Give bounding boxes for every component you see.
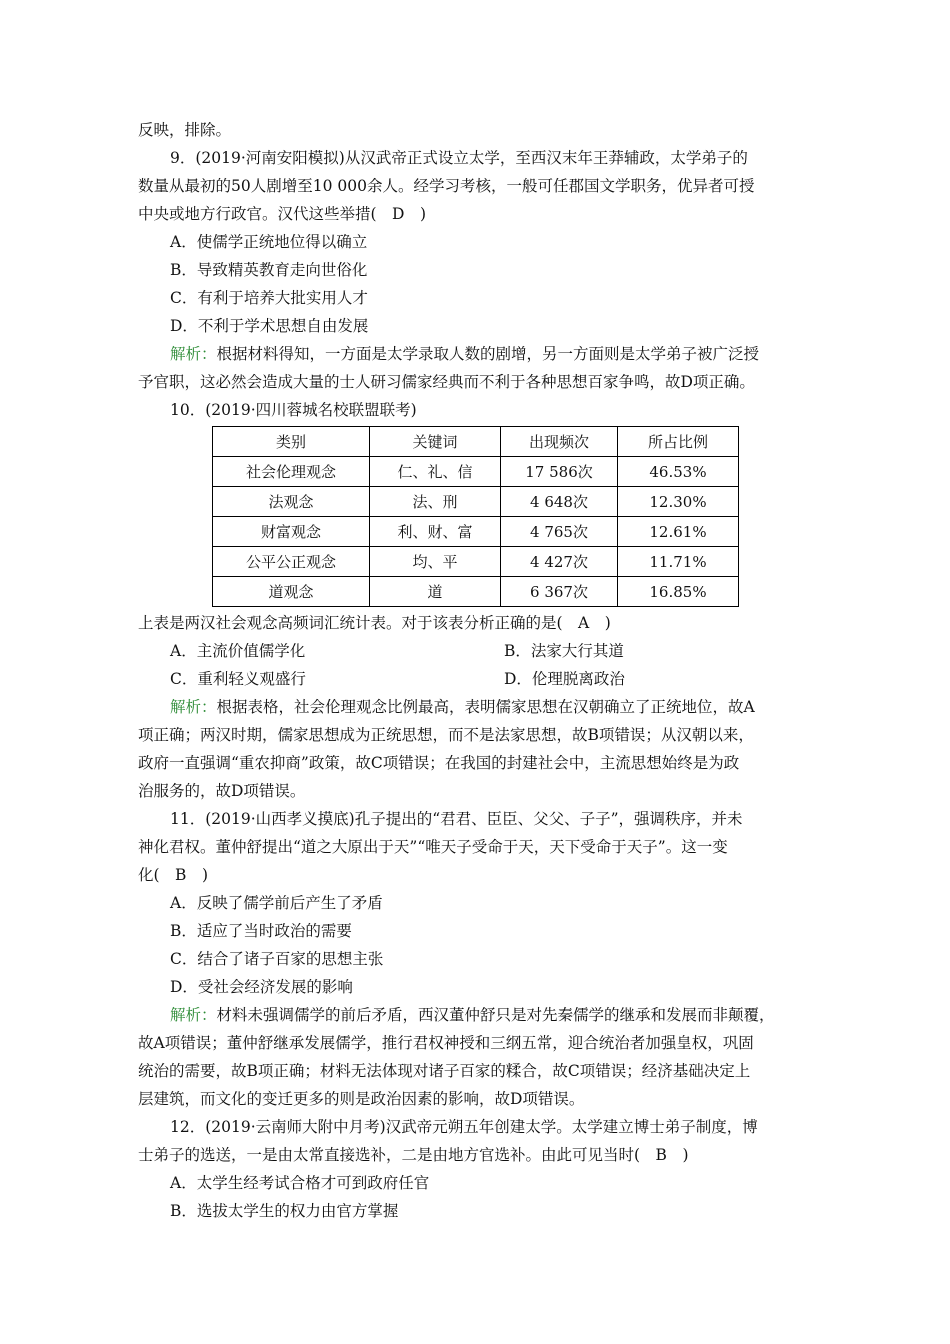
question-9-stem: 数量从最初的50人剧增至10 000余人。经学习考核，一般可任郡国文学职务，优异者可授 — [138, 177, 755, 195]
question-12-stem: 12．(2019·云南师大附中月考)汉武帝元朔五年创建太学。太学建立博士弟子制度，博 — [170, 1118, 758, 1136]
table-cell: 法观念 — [213, 487, 370, 517]
question-9-stem: 中央或地方行政官。汉代这些举措( D ) — [138, 205, 427, 223]
question-9-option-d: D．不利于学术思想自由发展 — [170, 317, 369, 335]
question-10-analysis — [138, 693, 826, 721]
table-cell: 公平公正观念 — [213, 547, 370, 577]
table-cell: 道观念 — [213, 577, 370, 607]
analysis-label: 解析： — [170, 345, 217, 363]
question-12-option-b: B．选拔太学生的权力由官方掌握 — [170, 1202, 399, 1220]
question-9-stem: 9．(2019·河南安阳模拟)从汉武帝正式设立太学，至西汉末年王莽辅政，太学弟子的 — [170, 149, 748, 167]
analysis-text: 材料未强调儒学的前后矛盾，西汉董仲舒只是对先秦儒学的继承和发展而非颠覆， — [216, 1006, 775, 1024]
question-11-analysis: 统治的需要，故B项正确；材料无法体现对诸子百家的糅合，故C项错误；经济基础决定上 — [138, 1062, 751, 1080]
table-header: 类别 — [213, 427, 370, 457]
question-11-stem: 11．(2019·山西孝义摸底)孔子提出的“君君、臣臣、父父、子子”，强调秩序，并未 — [170, 810, 743, 828]
table-cell: 17 586次 — [501, 457, 618, 487]
table-row — [213, 547, 739, 577]
table-header: 所占比例 — [618, 427, 739, 457]
question-10-options-row — [138, 665, 826, 693]
question-10-option-c: C．重利轻义观盛行 — [170, 670, 306, 688]
table-cell: 仁、礼、信 — [370, 457, 501, 487]
table-cell: 4 765次 — [501, 517, 618, 547]
table-row — [213, 517, 739, 547]
table-cell: 财富观念 — [213, 517, 370, 547]
table-cell: 46.53% — [618, 457, 739, 487]
analysis-label: 解析： — [170, 1006, 217, 1024]
table-header: 出现频次 — [501, 427, 618, 457]
table-row — [213, 577, 739, 607]
question-10-option-a: A．主流价值儒学化 — [170, 642, 306, 660]
question-11-analysis — [138, 1001, 826, 1029]
question-11-stem: 神化君权。董仲舒提出“道之大原出于天”“唯天子受命于天，天下受命于天子”。这一变 — [138, 838, 728, 856]
question-10-option-d: D．伦理脱离政治 — [504, 670, 625, 688]
question-9-option-c: C．有利于培养大批实用人才 — [170, 289, 368, 307]
question-11-analysis: 故A项错误；董仲舒继承发展儒学，推行君权神授和三纲五常，迎合统治者加强皇权，巩固 — [138, 1034, 754, 1052]
question-11-option-a: A．反映了儒学前后产生了矛盾 — [170, 894, 383, 912]
text-line: 反映，排除。 — [138, 121, 232, 139]
question-9-option-a: A．使儒学正统地位得以确立 — [170, 233, 368, 251]
table-cell: 均、平 — [370, 547, 501, 577]
question-10-stem: 10．(2019·四川蓉城名校联盟联考) — [170, 401, 417, 419]
table-cell: 4 427次 — [501, 547, 618, 577]
table-cell: 道 — [370, 577, 501, 607]
frequency-table — [212, 426, 739, 607]
analysis-text: 根据表格，社会伦理观念比例最高，表明儒家思想在汉朝确立了正统地位，故A — [216, 698, 755, 716]
table-row — [213, 457, 739, 487]
table-cell: 11.71% — [618, 547, 739, 577]
question-10-option-b: B．法家大行其道 — [504, 642, 624, 660]
analysis-text: 根据材料得知，一方面是太学录取人数的剧增，另一方面则是太学弟子被广泛授 — [216, 345, 760, 363]
question-11-option-d: D．受社会经济发展的影响 — [170, 978, 353, 996]
table-cell: 12.30% — [618, 487, 739, 517]
table-row — [213, 487, 739, 517]
table-cell: 16.85% — [618, 577, 739, 607]
question-10-analysis: 项正确；两汉时期，儒家思想成为正统思想，而不是法家思想，故B项错误；从汉朝以来， — [138, 726, 754, 744]
question-11-stem: 化( B ) — [138, 866, 208, 884]
question-10-options-row — [138, 637, 826, 665]
table-cell: 12.61% — [618, 517, 739, 547]
question-11-analysis: 层建筑，而文化的变迁更多的则是政治因素的影响，故D项错误。 — [138, 1090, 585, 1108]
table-cell: 法、刑 — [370, 487, 501, 517]
table-header: 关键词 — [370, 427, 501, 457]
question-11-option-b: B．适应了当时政治的需要 — [170, 922, 352, 940]
question-11-option-c: C．结合了诸子百家的思想主张 — [170, 950, 384, 968]
question-12-option-a: A．太学生经考试合格才可到政府任官 — [170, 1174, 430, 1192]
question-9-analysis — [138, 340, 826, 368]
analysis-label: 解析： — [170, 698, 217, 716]
question-10-stem: 上表是两汉社会观念高频词汇统计表。对于该表分析正确的是( A ) — [138, 614, 611, 632]
table-cell: 6 367次 — [501, 577, 618, 607]
document-page — [138, 116, 826, 1225]
table-cell: 4 648次 — [501, 487, 618, 517]
table-cell: 利、财、富 — [370, 517, 501, 547]
question-9-analysis: 予官职，这必然会造成大量的士人研习儒家经典而不利于各种思想百家争鸣，故D项正确。 — [138, 373, 755, 391]
question-10-analysis: 政府一直强调“重农抑商”政策，故C项错误；在我国的封建社会中，主流思想始终是为政 — [138, 754, 740, 772]
table-header-row — [213, 427, 739, 457]
table-cell: 社会伦理观念 — [213, 457, 370, 487]
question-12-stem: 士弟子的选送，一是由太常直接选补，二是由地方官选补。由此可见当时( B ) — [138, 1146, 689, 1164]
question-9-option-b: B．导致精英教育走向世俗化 — [170, 261, 368, 279]
question-10-analysis: 治服务的，故D项错误。 — [138, 782, 306, 800]
